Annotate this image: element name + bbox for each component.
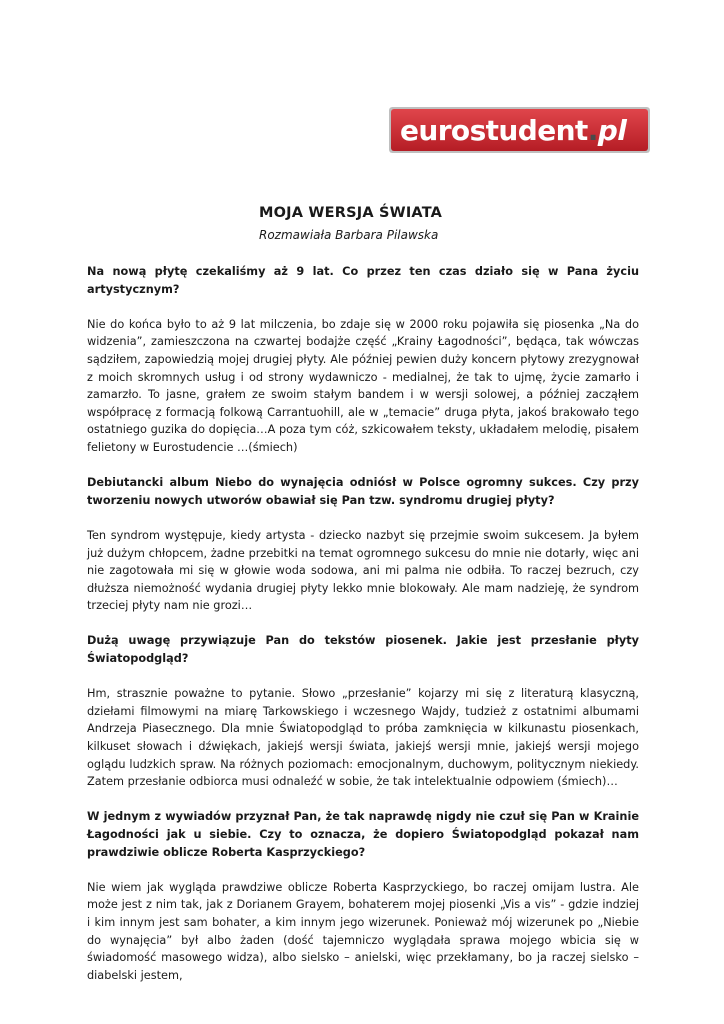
article-body bbox=[87, 263, 639, 984]
answer-2: Ten syndrom występuje, kiedy artysta - dziecko nazbyt się przejmie swoim sukcesem. Ja byłem już dużym chłopcem, żadne przebitki na temat ogromnego sukcesu do mnie nie dotarły, więc ani nie zagotowała mi się w głowie woda sodowa, ani mi palma nie odbiła. To raczej bezruch, czy dłuższa niemożność wydania drugiej płyty lekko mnie blokowały. Ale mam nadzieję, że syndrom trzeciej płyty nam nie grozi… bbox=[87, 528, 639, 613]
logo-main-text: eurostudent bbox=[400, 114, 588, 147]
answer-1: Nie do końca było to aż 9 lat milczenia, bo zdaje się w 2000 roku pojawiła się piosenka „Na do widzenia”, zamieszczona na czwartej bodajże część „Krainy Łagodności”, będąca, tak wówczas sądziłem, zapowiedzią mojej drugiej płyty. Ale później pewien duży koncern płytowy zrezygnował z moich skromnych usług i od strony wydawniczo - medialnej, że tak to ujmę, życie zamarło i zamarzło. To jasne, grałem ze swoim stałym bandem i w wersji solowej, a później zacząłem współpracę z formacją folkową Carrantuohill, ale w „temacie” druga płyta, jakoś brakowało tego ostatniego guzika do dopięcia…A poza tym cóż, szkicowałem teksty, układałem melodię, pisałem felietony w Eurostudencie …(śmiech) bbox=[87, 317, 639, 454]
eurostudent-logo[interactable] bbox=[389, 107, 650, 153]
answer-4: Nie wiem jak wygląda prawdziwe oblicze Roberta Kasprzyckiego, bo raczej omijam lustra. Ale może jest z nim tak, jak z Dorianem Grayem, bohaterem mojej piosenki „Vis a vis” - gdzie indziej i kim innym jest sam bohater, a kim innym jego wizerunek. Ponieważ mój wizerunek po „Niebie do wynajęcia” był albo żaden (dość tajemniczo wyglądała sprawa mojego wbicia się w świadomość masowego widza), albo sielsko – anielski, więc przekłamany, bo ja raczej sielsko – diabelski jestem, bbox=[87, 880, 639, 982]
answer-3: Hm, strasznie poważne to pytanie. Słowo „przesłanie” kojarzy mi się z literaturą klasyczną, dziełami filmowymi na miarę Tarkowskiego i wczesnego Wajdy, tudzież z ostatnimi albumami Andrzeja Piasecznego. Dla mnie Światopodgląd to próba zamknięcia w kilkunastu piosenkach, kilkuset słowach i dźwiękach, jakiejś wersji świata, jakiejś wersji mnie, jakiejś wersji mojego oglądu ludzkich spraw. Na różnych poziomach: emocjonalnym, duchowym, politycznym niekiedy. Zatem przesłanie odbiorca musi odnaleźć w sobie, że tak intelektualnie odpowiem (śmiech)… bbox=[87, 687, 639, 789]
svg-text:eurostudent.pl bbox=[400, 114, 627, 147]
question-1: Na nową płytę czekaliśmy aż 9 lat. Co przez ten czas działo się w Pana życiu artystycznym? bbox=[87, 265, 639, 296]
logo-dot: . bbox=[587, 114, 598, 147]
question-4: W jednym z wywiadów przyznał Pan, że tak naprawdę nigdy nie czuł się Pan w Krainie Łagodności jak u siebie. Czy to oznacza, że dopiero Światopodgląd pokazał nam prawdziwie oblicze Roberta Kasprzyckiego? bbox=[87, 810, 639, 859]
article-byline: Rozmawiała Barbara Pilawska bbox=[259, 228, 439, 242]
article-header bbox=[259, 203, 659, 243]
question-3: Dużą uwagę przywiązuje Pan do tekstów piosenek. Jakie jest przesłanie płyty Światopodgląd? bbox=[87, 634, 639, 666]
article-title: MOJA WERSJA ŚWIATA bbox=[259, 205, 443, 221]
logo-domain: pl bbox=[597, 114, 627, 147]
logo-graphic bbox=[389, 107, 650, 153]
question-2: Debiutancki album Niebo do wynajęcia odniósł w Polsce ogromny sukces. Czy przy tworzeniu nowych utworów obawiał się Pan tzw. syndromu drugiej płyty? bbox=[87, 476, 639, 507]
